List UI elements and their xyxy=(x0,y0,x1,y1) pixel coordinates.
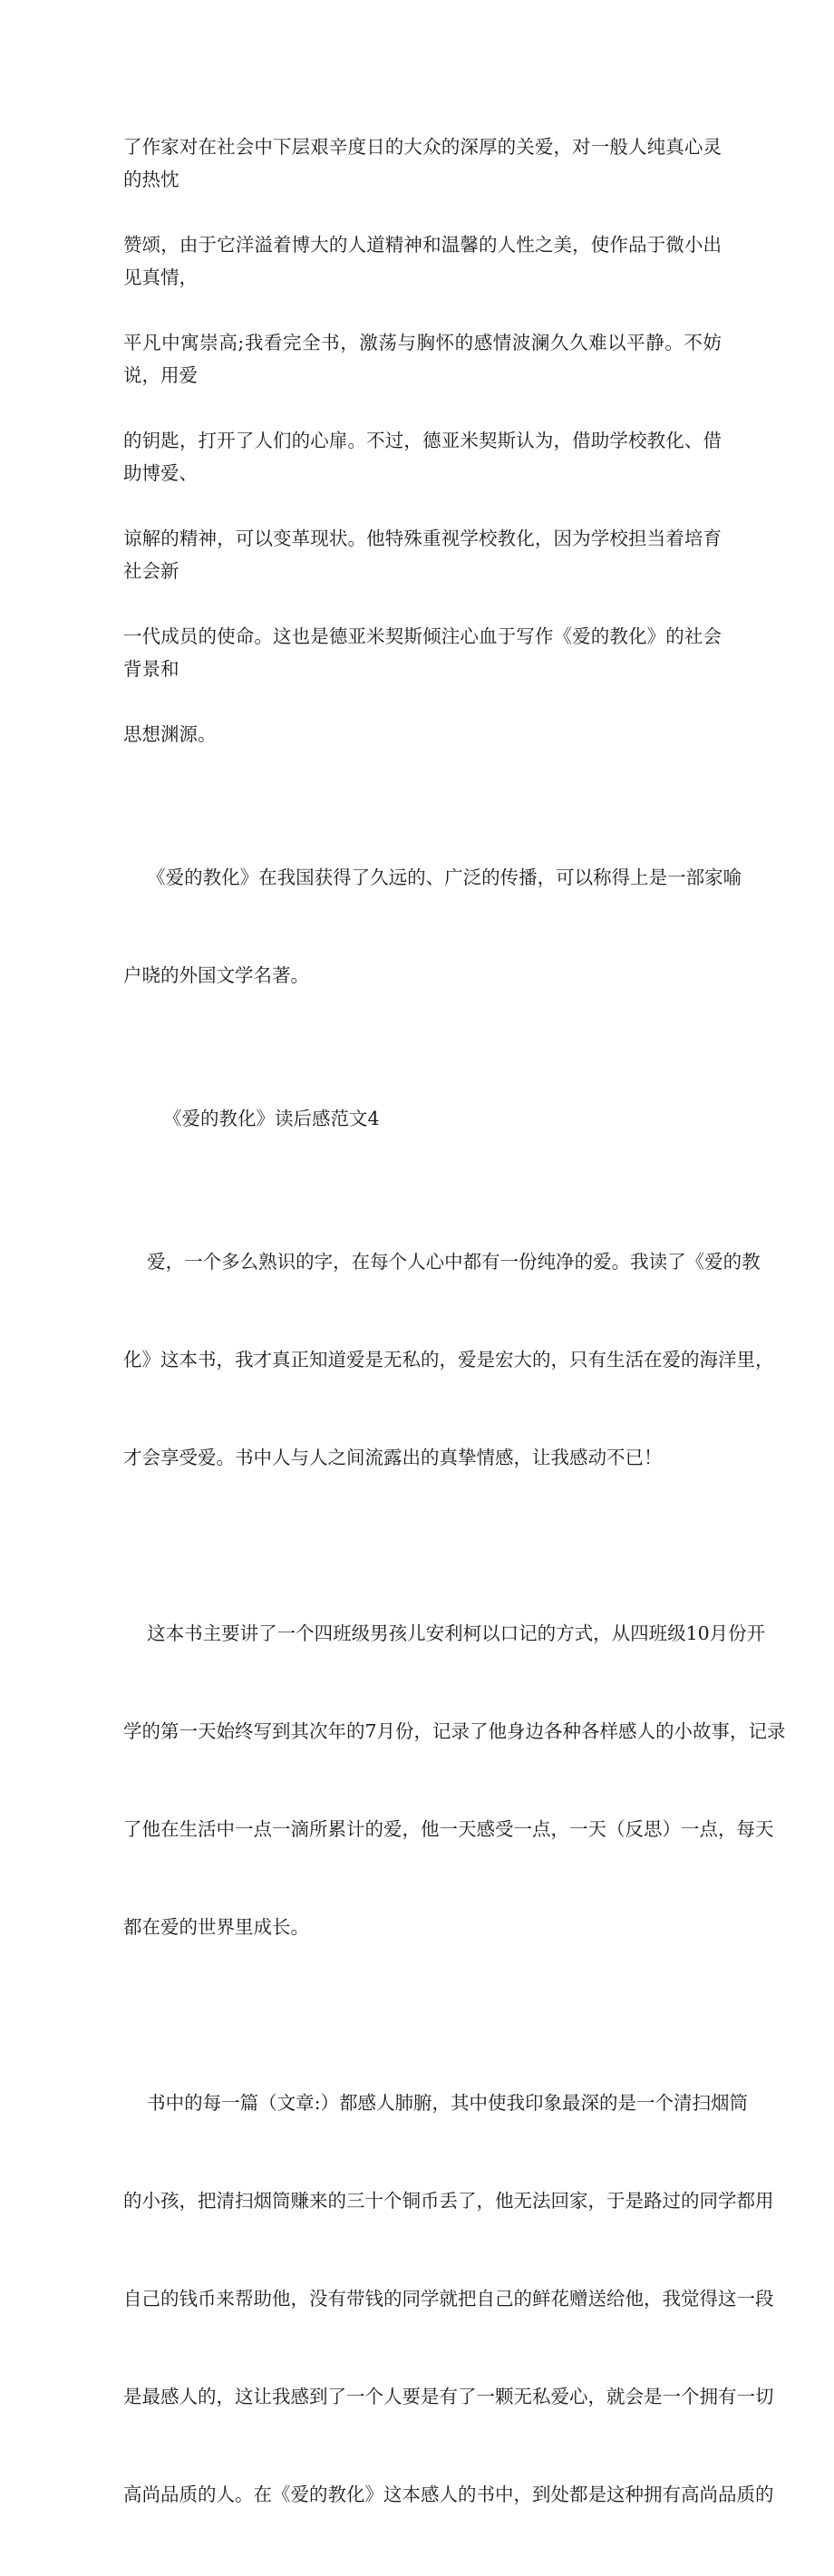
body-text xyxy=(123,98,786,2576)
line: 是最感人的，这让我感到了一个人要是有了一颗无私爱心，就会是一个拥有一切 xyxy=(123,2386,774,2407)
line: 这本书主要讲了一个四班级男孩儿安利柯以口记的方式，从四班级10月份开 xyxy=(123,1622,766,1644)
line: 的钥匙，打开了人们的心扉。不过，德亚米契斯认为，借助学校教化、借助博爱、 xyxy=(123,430,722,484)
section-title xyxy=(123,1070,722,1167)
line: 书中的每一篇（文章:）都感人肺腑，其中使我印象最深的是一个清扫烟筒 xyxy=(123,2092,748,2114)
line: 自己的钱币来帮助他，没有带钱的同学就把自己的鲜花赠送给他，我觉得这一段 xyxy=(123,2288,774,2310)
line: 爱，一个多么熟识的字，在每个人心中都有一份纯净的爱。我读了《爱的教 xyxy=(123,1251,761,1273)
line: 赞颂，由于它洋溢着博大的人道精神和温馨的人性之美，使作品于微小出见真情， xyxy=(123,234,722,288)
line: 化》这本书，我才真正知道爱是无私的，爱是宏大的，只有生活在爱的海洋里， xyxy=(123,1349,774,1370)
line: 都在爱的世界里成长。 xyxy=(123,1916,309,1938)
paragraph-5 xyxy=(123,2021,774,2576)
line: 平凡中寓崇高;我看完全书，激荡与胸怀的感情波澜久久难以平静。不妨说，用爱 xyxy=(123,332,722,386)
line: 的小孩，把清扫烟筒赚来的三十个铜币丢了，他无法回家，于是路过的同学都用 xyxy=(123,2190,774,2212)
line: 高尚品质的人。在《爱的教化》这本感人的书中，到处都是这种拥有高尚品质的 xyxy=(123,2484,774,2505)
line: 一代成员的使命。这也是德亚米契斯倾注心血于写作《爱的教化》的社会背景和 xyxy=(123,625,722,680)
paragraph-3 xyxy=(123,1180,774,1539)
line: 思想渊源。 xyxy=(123,723,217,745)
paragraph-1 xyxy=(123,98,722,783)
line: 谅解的精神，可以变革现状。他特殊重视学校教化，因为学校担当着培育社会新 xyxy=(123,528,722,582)
paragraph-2 xyxy=(123,796,742,1057)
line: 学的第一天始终写到其次年的7月份，记录了他身边各种各样感人的小故事，记录 xyxy=(123,1720,786,1742)
paragraph-4 xyxy=(123,1552,786,2009)
line: 了作家对在社会中下层艰辛度日的大众的深厚的关爱，对一般人纯真心灵的热忱 xyxy=(123,136,722,190)
title-line: 《爱的教化》读后感范文4 xyxy=(163,1108,380,1129)
line: 户晓的外国文学名著。 xyxy=(123,964,309,986)
line: 《爱的教化》在我国获得了久远的、广泛的传播，可以称得上是一部家喻 xyxy=(123,867,742,888)
line: 才会享受爱。书中人与人之间流露出的真挚情感，让我感动不已！ xyxy=(123,1447,663,1468)
line: 了他在生活中一点一滴所累计的爱，他一天感受一点，一天（反思）一点，每天 xyxy=(123,1818,774,1840)
